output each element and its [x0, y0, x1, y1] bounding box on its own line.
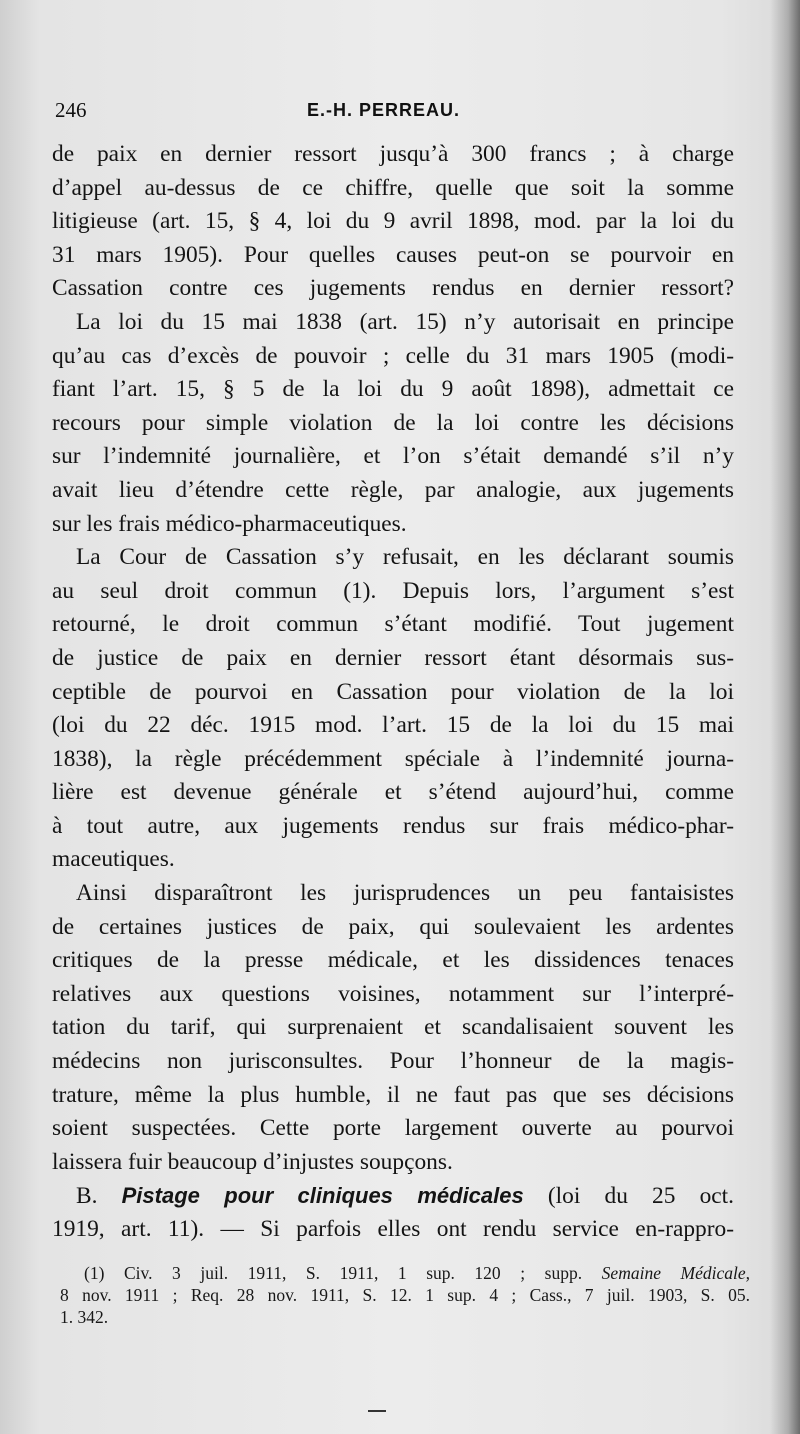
footnote-line: 1. 342. [60, 1307, 109, 1327]
text-line: recours pour simple violation de la loi contre les décisions [52, 409, 734, 436]
text-line: retourné, le droit commun s’étant modifié. Tout jugement [52, 611, 734, 638]
text-line: à tout autre, aux jugements rendus sur frais médico-phar- [52, 812, 734, 839]
text-line: au seul droit commun (1). Depuis lors, l’argument s’est [52, 577, 734, 604]
text-line: (loi du 22 déc. 1915 mod. l’art. 15 de la loi du 15 mai [52, 712, 734, 739]
text-line: sur les frais médico-pharmaceutiques. [52, 510, 407, 537]
text-line: avait lieu d’étendre cette règle, par analogie, aux jugements [52, 476, 734, 503]
text-line: lière est devenue générale et s’étend aujourd’hui, comme [52, 779, 734, 806]
section-b-title: Pistage pour cliniques médicales [121, 1183, 524, 1209]
page-header [55, 98, 735, 128]
text-line: maceutiques. [52, 846, 175, 873]
text-line: 31 mars 1905). Pour quelles causes peut-on se pourvoir en [52, 241, 734, 268]
text-line: critiques de la presse médicale, et les dissidences tenaces [52, 947, 734, 974]
body-text [52, 138, 734, 1247]
section-b-heading-line [52, 1179, 734, 1213]
footnote-text: (1) Civ. 3 juil. 1911, S. 1911, 1 sup. 120 ; supp. [84, 1263, 602, 1283]
text-line: sur l’indemnité journalière, et l’on s’était demandé s’il n’y [52, 443, 734, 470]
page-edge-shadow [770, 0, 800, 1434]
text-line: de paix en dernier ressort jusqu’à 300 francs ; à charge [52, 141, 734, 167]
section-b-label: B. [76, 1183, 98, 1210]
text-line: Ainsi disparaîtront les jurisprudences un peu fantaisistes [76, 880, 734, 907]
text-line: tation du tarif, qui surprenaient et scandalisaient souvent les [52, 1014, 734, 1041]
text-line: médecins non jurisconsultes. Pour l’honneur de la magis- [52, 1048, 734, 1075]
page-number: 246 [55, 98, 87, 122]
text-line: 1838), la règle précédemment spéciale à l’indemnité journa- [52, 745, 734, 772]
text-line: La loi du 15 mai 1838 (art. 15) n’y autorisait en principe [76, 308, 734, 335]
bottom-mark [368, 1410, 386, 1412]
text-line: de justice de paix en dernier ressort étant désormais sus- [52, 644, 734, 671]
text-line: litigieuse (art. 15, § 4, loi du 9 avril 1898, mod. par la loi du [52, 208, 734, 235]
text-line: Cassation contre ces jugements rendus en dernier ressort? [52, 275, 734, 302]
text-line: fiant l’art. 15, § 5 de la loi du 9 août 1898), admettait ce [52, 376, 734, 403]
footnote-line [60, 1262, 750, 1284]
text-line: La Cour de Cassation s’y refusait, en les déclarant soumis [76, 544, 734, 571]
text-line: 1919, art. 11). — Si parfois elles ont rendu service en-rappro- [52, 1216, 734, 1242]
footnote-line: 8 nov. 1911 ; Req. 28 nov. 1911, S. 12. 1 sup. 4 ; Cass., 7 juil. 1903, S. 05. [60, 1285, 750, 1305]
text-line: relatives aux questions voisines, notamment sur l’interpré- [52, 980, 734, 1007]
text-line: laissera fuir beaucoup d’injustes soupçons. [52, 1148, 453, 1175]
text-line: trature, même la plus humble, il ne faut pas que ses décisions [52, 1081, 734, 1108]
section-b-after-title: (loi du 25 oct. [523, 1183, 734, 1210]
footnote-journal: Semaine Médicale, [601, 1263, 750, 1283]
text-line: ceptible de pourvoi en Cassation pour violation de la loi [52, 678, 734, 705]
text-line: qu’au cas d’excès de pouvoir ; celle du 31 mars 1905 (modi- [52, 342, 734, 369]
running-head: E.-H. PERREAU. [307, 100, 461, 120]
text-line: d’appel au-dessus de ce chiffre, quelle que soit la somme [52, 174, 734, 201]
footnotes [60, 1262, 750, 1328]
text-line: soient suspectées. Cette porte largement ouverte au pourvoi [52, 1115, 734, 1142]
text-line: de certaines justices de paix, qui soulevaient les ardentes [52, 913, 734, 940]
